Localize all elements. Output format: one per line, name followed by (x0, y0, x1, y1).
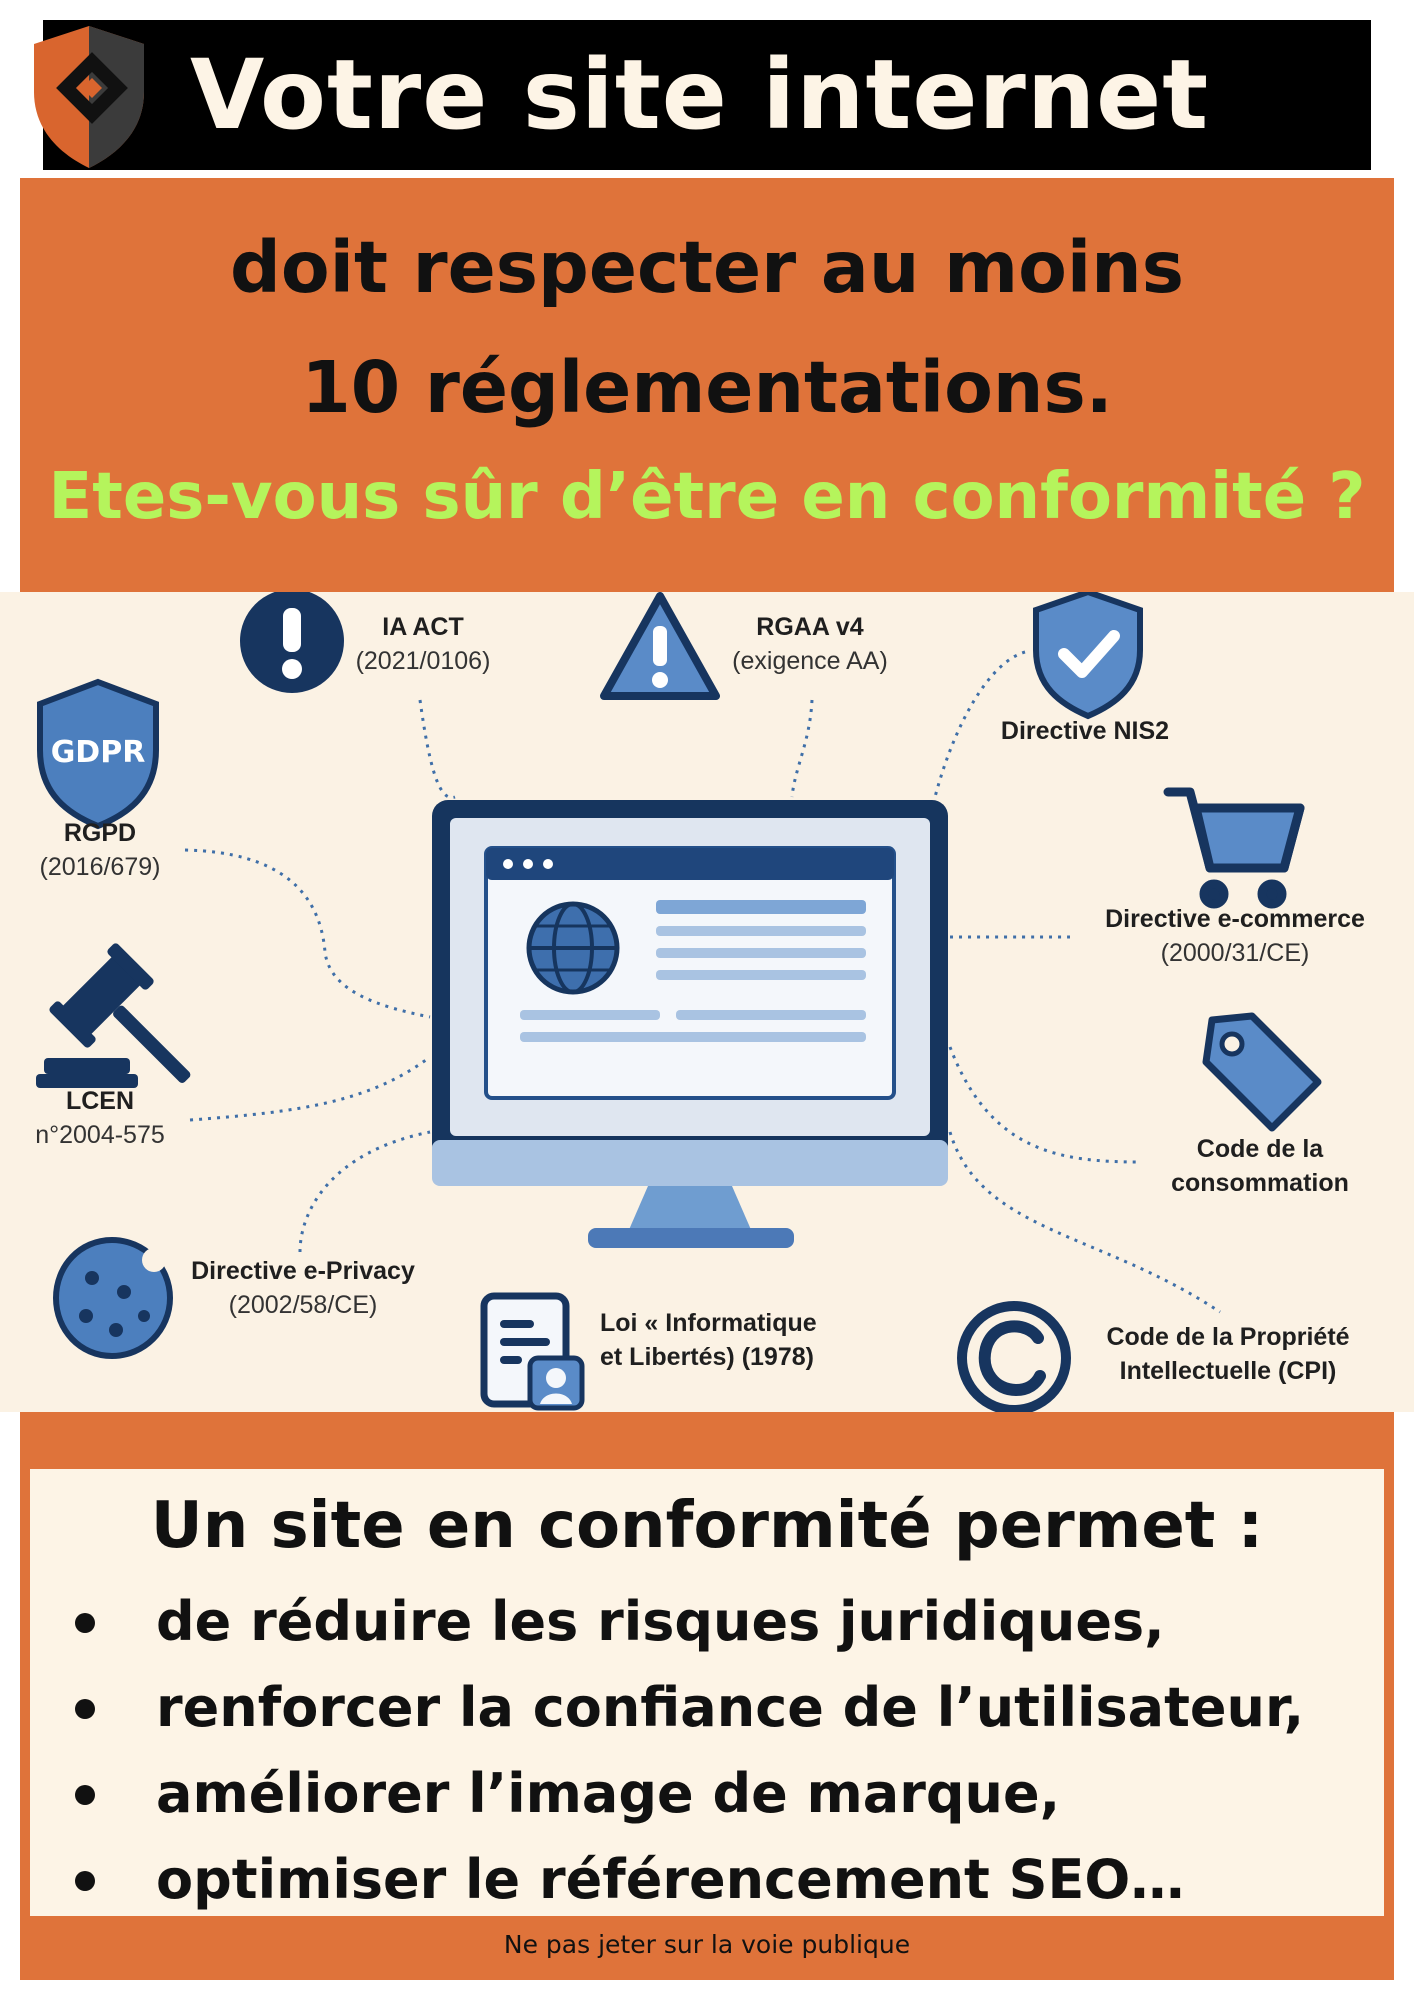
regulation-subtitle: consommation (1171, 1169, 1349, 1197)
regulation-title: Directive e-Privacy (191, 1257, 415, 1285)
benefit-text: renforcer la confiance de l’utilisateur, (156, 1676, 1305, 1739)
regulation-title: RGAA v4 (756, 613, 864, 641)
page-title: Votre site internet (190, 39, 1210, 151)
regulation-subtitle: n°2004-575 (35, 1121, 165, 1149)
regulation-subtitle: (2002/58/CE) (228, 1291, 378, 1319)
regulation-title: Directive NIS2 (1000, 717, 1170, 745)
regulation-title: Code de la Propriété (1106, 1323, 1350, 1351)
regulation-rgaa (700, 610, 920, 678)
list-item (60, 1837, 1304, 1923)
footer-note: Ne pas jeter sur la voie publique (503, 1930, 911, 1959)
benefit-text: de réduire les risques juridiques, (156, 1590, 1165, 1653)
benefit-text: optimiser le référencement SEO… (156, 1848, 1185, 1911)
regulation-title: LCEN (65, 1087, 135, 1115)
benefits-panel (30, 1469, 1384, 1916)
benefit-text: améliorer l’image de marque, (156, 1762, 1061, 1825)
shopping-cart-icon (1168, 792, 1300, 904)
svg-text:GDPR: GDPR (50, 735, 146, 770)
intro-banner (20, 178, 1394, 593)
regulation-e-commerce (1075, 902, 1395, 970)
gdpr-shield-icon (40, 682, 156, 826)
regulation-subtitle: et Libertés) (1978) (600, 1343, 814, 1371)
price-tag-icon (1206, 1016, 1318, 1128)
regulation-subtitle: (exigence AA) (732, 647, 888, 675)
bullet-icon (75, 1871, 95, 1891)
regulation-title: IA ACT (382, 613, 464, 641)
regulation-subtitle: (2021/0106) (355, 647, 491, 675)
banner-headline-line-1: doit respecter au moins (230, 226, 1184, 309)
regulation-e-privacy (168, 1254, 438, 1322)
benefits-title: Un site en conformité permet : (150, 1489, 1264, 1563)
computer-monitor-icon (432, 800, 948, 1248)
bullet-icon (75, 1699, 95, 1719)
shield-check-icon (1036, 592, 1140, 716)
bullet-icon (75, 1613, 95, 1633)
regulation-subtitle: (2016/679) (39, 853, 161, 881)
regulation-subtitle: (2000/31/CE) (1160, 939, 1310, 967)
regulation-title: Loi « Informatique (600, 1309, 817, 1337)
regulation-subtitle: Intellectuelle (CPI) (1119, 1357, 1337, 1385)
regulations-infographic (0, 592, 1414, 1412)
regulation-title: Directive e-commerce (1105, 905, 1365, 933)
list-item (60, 1579, 1304, 1665)
regulation-loi-informatique (600, 1306, 860, 1374)
banner-headline-line-2: 10 réglementations. (301, 346, 1113, 429)
regulation-lcen (10, 1084, 190, 1152)
regulation-ia-act (318, 610, 528, 678)
banner-question: Etes-vous sûr d’être en conformité ? (48, 460, 1366, 534)
shield-logo-icon (26, 22, 152, 170)
regulation-title: Code de la (1196, 1135, 1324, 1163)
regulation-nis2 (970, 714, 1200, 748)
regulation-rgpd (10, 816, 190, 884)
list-item (60, 1665, 1304, 1751)
benefits-section (20, 1412, 1394, 1980)
regulation-code-consommation (1140, 1132, 1380, 1200)
benefits-list (60, 1579, 1304, 1923)
regulation-cpi (1078, 1320, 1378, 1388)
list-item (60, 1751, 1304, 1837)
id-document-icon (484, 1296, 582, 1408)
cookie-icon (56, 1240, 170, 1356)
copyright-icon (962, 1306, 1066, 1410)
bullet-icon (75, 1785, 95, 1805)
regulation-title: RGPD (63, 819, 137, 847)
